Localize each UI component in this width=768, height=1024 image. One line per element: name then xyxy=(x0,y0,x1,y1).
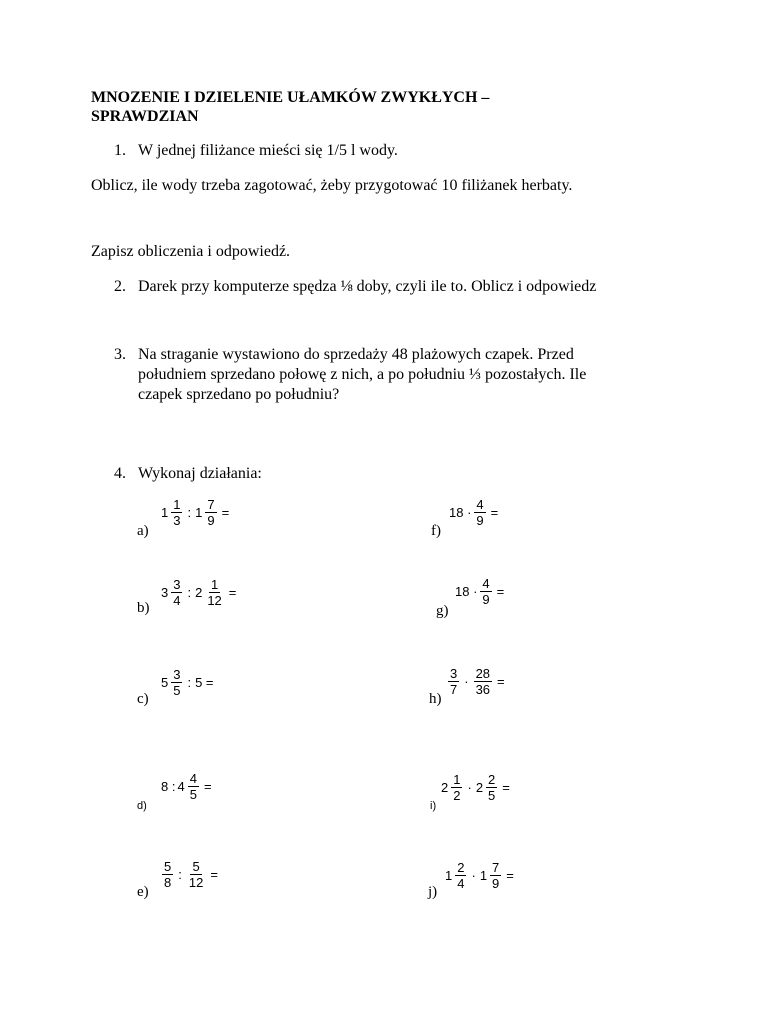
exercise-f-label: f) xyxy=(431,523,441,539)
equals-sign: = xyxy=(506,868,514,883)
equals-sign: = xyxy=(228,585,237,600)
fraction xyxy=(187,860,205,889)
numerator: 7 xyxy=(492,860,500,875)
exercise-a xyxy=(161,498,231,527)
lead-term: 18 · xyxy=(449,505,472,520)
q4-text: Wykonaj działania: xyxy=(138,465,262,482)
exercise-h xyxy=(447,667,507,696)
numerator: 3 xyxy=(173,577,181,592)
fraction xyxy=(188,772,199,801)
exercise-j xyxy=(445,861,516,890)
q2-number: 2. xyxy=(114,278,126,295)
denominator: 5 xyxy=(488,788,496,803)
numerator: 7 xyxy=(207,497,215,512)
denominator: 7 xyxy=(450,682,458,697)
denominator: 4 xyxy=(457,876,465,891)
exercise-c-label: c) xyxy=(137,691,149,707)
fraction xyxy=(474,667,492,696)
numerator: 4 xyxy=(476,497,484,512)
exercise-f xyxy=(449,498,500,527)
denominator: 8 xyxy=(164,875,172,890)
operator: : xyxy=(187,585,192,600)
denominator: 2 xyxy=(453,788,461,803)
numerator: 28 xyxy=(475,666,491,681)
denominator: 5 xyxy=(189,787,197,802)
page-title xyxy=(91,88,611,126)
fraction xyxy=(474,498,485,527)
lead-term: 18 · xyxy=(455,584,478,599)
title-line-1: MNOZENIE I DZIELENIE UŁAMKÓW ZWYKŁYCH – xyxy=(91,89,490,106)
fraction xyxy=(448,667,459,696)
exercise-c xyxy=(161,668,214,697)
numerator: 5 xyxy=(192,859,200,874)
denominator: 12 xyxy=(207,593,222,608)
exercise-b-label: b) xyxy=(137,600,150,616)
fraction xyxy=(205,578,223,607)
denominator: 9 xyxy=(476,513,484,528)
denominator: 5 xyxy=(173,683,181,698)
tail-term: 5 = xyxy=(195,675,214,690)
denominator: 3 xyxy=(173,513,181,528)
denominator: 9 xyxy=(207,513,215,528)
numerator: 1 xyxy=(173,497,181,512)
denominator: 9 xyxy=(482,592,490,607)
q1-note: Zapisz obliczenia i odpowiedź. xyxy=(91,243,291,260)
q3-line-3: czapek sprzedano po południu? xyxy=(138,386,340,403)
exercise-d xyxy=(161,772,214,801)
equals-sign: = xyxy=(221,505,230,520)
whole-number: 3 xyxy=(161,585,169,600)
fraction xyxy=(490,861,501,890)
operator: : xyxy=(178,867,182,882)
q1-task: Oblicz, ile wody trzeba zagotować, żeby przygotować 10 filiżanek herbaty. xyxy=(91,177,573,194)
exercise-i-label: i) xyxy=(430,800,437,812)
equals-sign: = xyxy=(497,674,505,689)
fraction xyxy=(480,577,491,606)
fraction xyxy=(486,773,497,802)
numerator: 3 xyxy=(450,666,458,681)
whole-number: 1 xyxy=(195,505,203,520)
denominator: 9 xyxy=(492,876,500,891)
numerator: 4 xyxy=(482,576,490,591)
whole-number: 1 xyxy=(445,868,453,883)
fraction xyxy=(171,578,182,607)
equals-sign: = xyxy=(496,584,505,599)
equals-sign: = xyxy=(210,867,218,882)
whole-number: 4 xyxy=(177,779,185,794)
q3-line-2: południem sprzedano połowę z nich, a po południu ⅓ pozostałych. Ile xyxy=(138,366,587,383)
operator: · xyxy=(471,868,476,883)
numerator: 1 xyxy=(210,577,219,592)
fraction xyxy=(455,861,466,890)
q2-text: Darek przy komputerze spędza ⅛ doby, czyli ile to. Oblicz i odpowiedz xyxy=(138,278,597,295)
numerator: 4 xyxy=(189,771,197,786)
fraction xyxy=(451,773,462,802)
numerator: 1 xyxy=(453,772,461,787)
exercise-g xyxy=(455,577,506,606)
exercise-g-label: g) xyxy=(436,603,449,619)
fraction xyxy=(171,498,182,527)
operator: · xyxy=(464,674,469,689)
fraction xyxy=(171,668,182,697)
denominator: 12 xyxy=(188,875,204,890)
exercise-d-label: d) xyxy=(137,800,147,812)
operator: : xyxy=(187,505,192,520)
whole-number: 5 xyxy=(161,675,169,690)
equals-sign: = xyxy=(502,780,510,795)
q1-text: W jednej filiżance mieści się 1/5 l wody. xyxy=(138,142,398,159)
q3-text xyxy=(138,345,658,405)
whole-number: 2 xyxy=(195,585,203,600)
whole-number: 1 xyxy=(161,505,169,520)
fraction xyxy=(205,498,216,527)
lead-term: 8 : xyxy=(161,779,176,794)
whole-number: 2 xyxy=(441,780,449,795)
numerator: 3 xyxy=(173,667,181,682)
q1-number: 1. xyxy=(114,142,126,159)
exercise-j-label: j) xyxy=(428,884,438,900)
exercise-a-label: a) xyxy=(137,523,149,539)
exercise-h-label: h) xyxy=(429,691,442,707)
denominator: 36 xyxy=(475,682,491,697)
operator: · xyxy=(467,780,472,795)
exercise-i xyxy=(441,773,512,802)
q3-number: 3. xyxy=(114,346,126,363)
exercise-b xyxy=(161,578,238,607)
denominator: 4 xyxy=(173,593,181,608)
q3-line-1: Na straganie wystawiono do sprzedaży 48 plażowych czapek. Przed xyxy=(138,346,574,363)
fraction xyxy=(162,860,173,889)
equals-sign: = xyxy=(490,505,499,520)
q4-number: 4. xyxy=(114,465,126,482)
operator: : xyxy=(187,675,192,690)
exercise-e xyxy=(161,860,220,889)
whole-number: 2 xyxy=(475,780,484,795)
whole-number: 1 xyxy=(479,868,488,883)
title-line-2: SPRAWDZIAN xyxy=(91,108,199,125)
numerator: 5 xyxy=(164,859,172,874)
equals-sign: = xyxy=(203,779,212,794)
numerator: 2 xyxy=(488,772,496,787)
numerator: 2 xyxy=(457,860,465,875)
exercise-e-label: e) xyxy=(137,884,149,900)
